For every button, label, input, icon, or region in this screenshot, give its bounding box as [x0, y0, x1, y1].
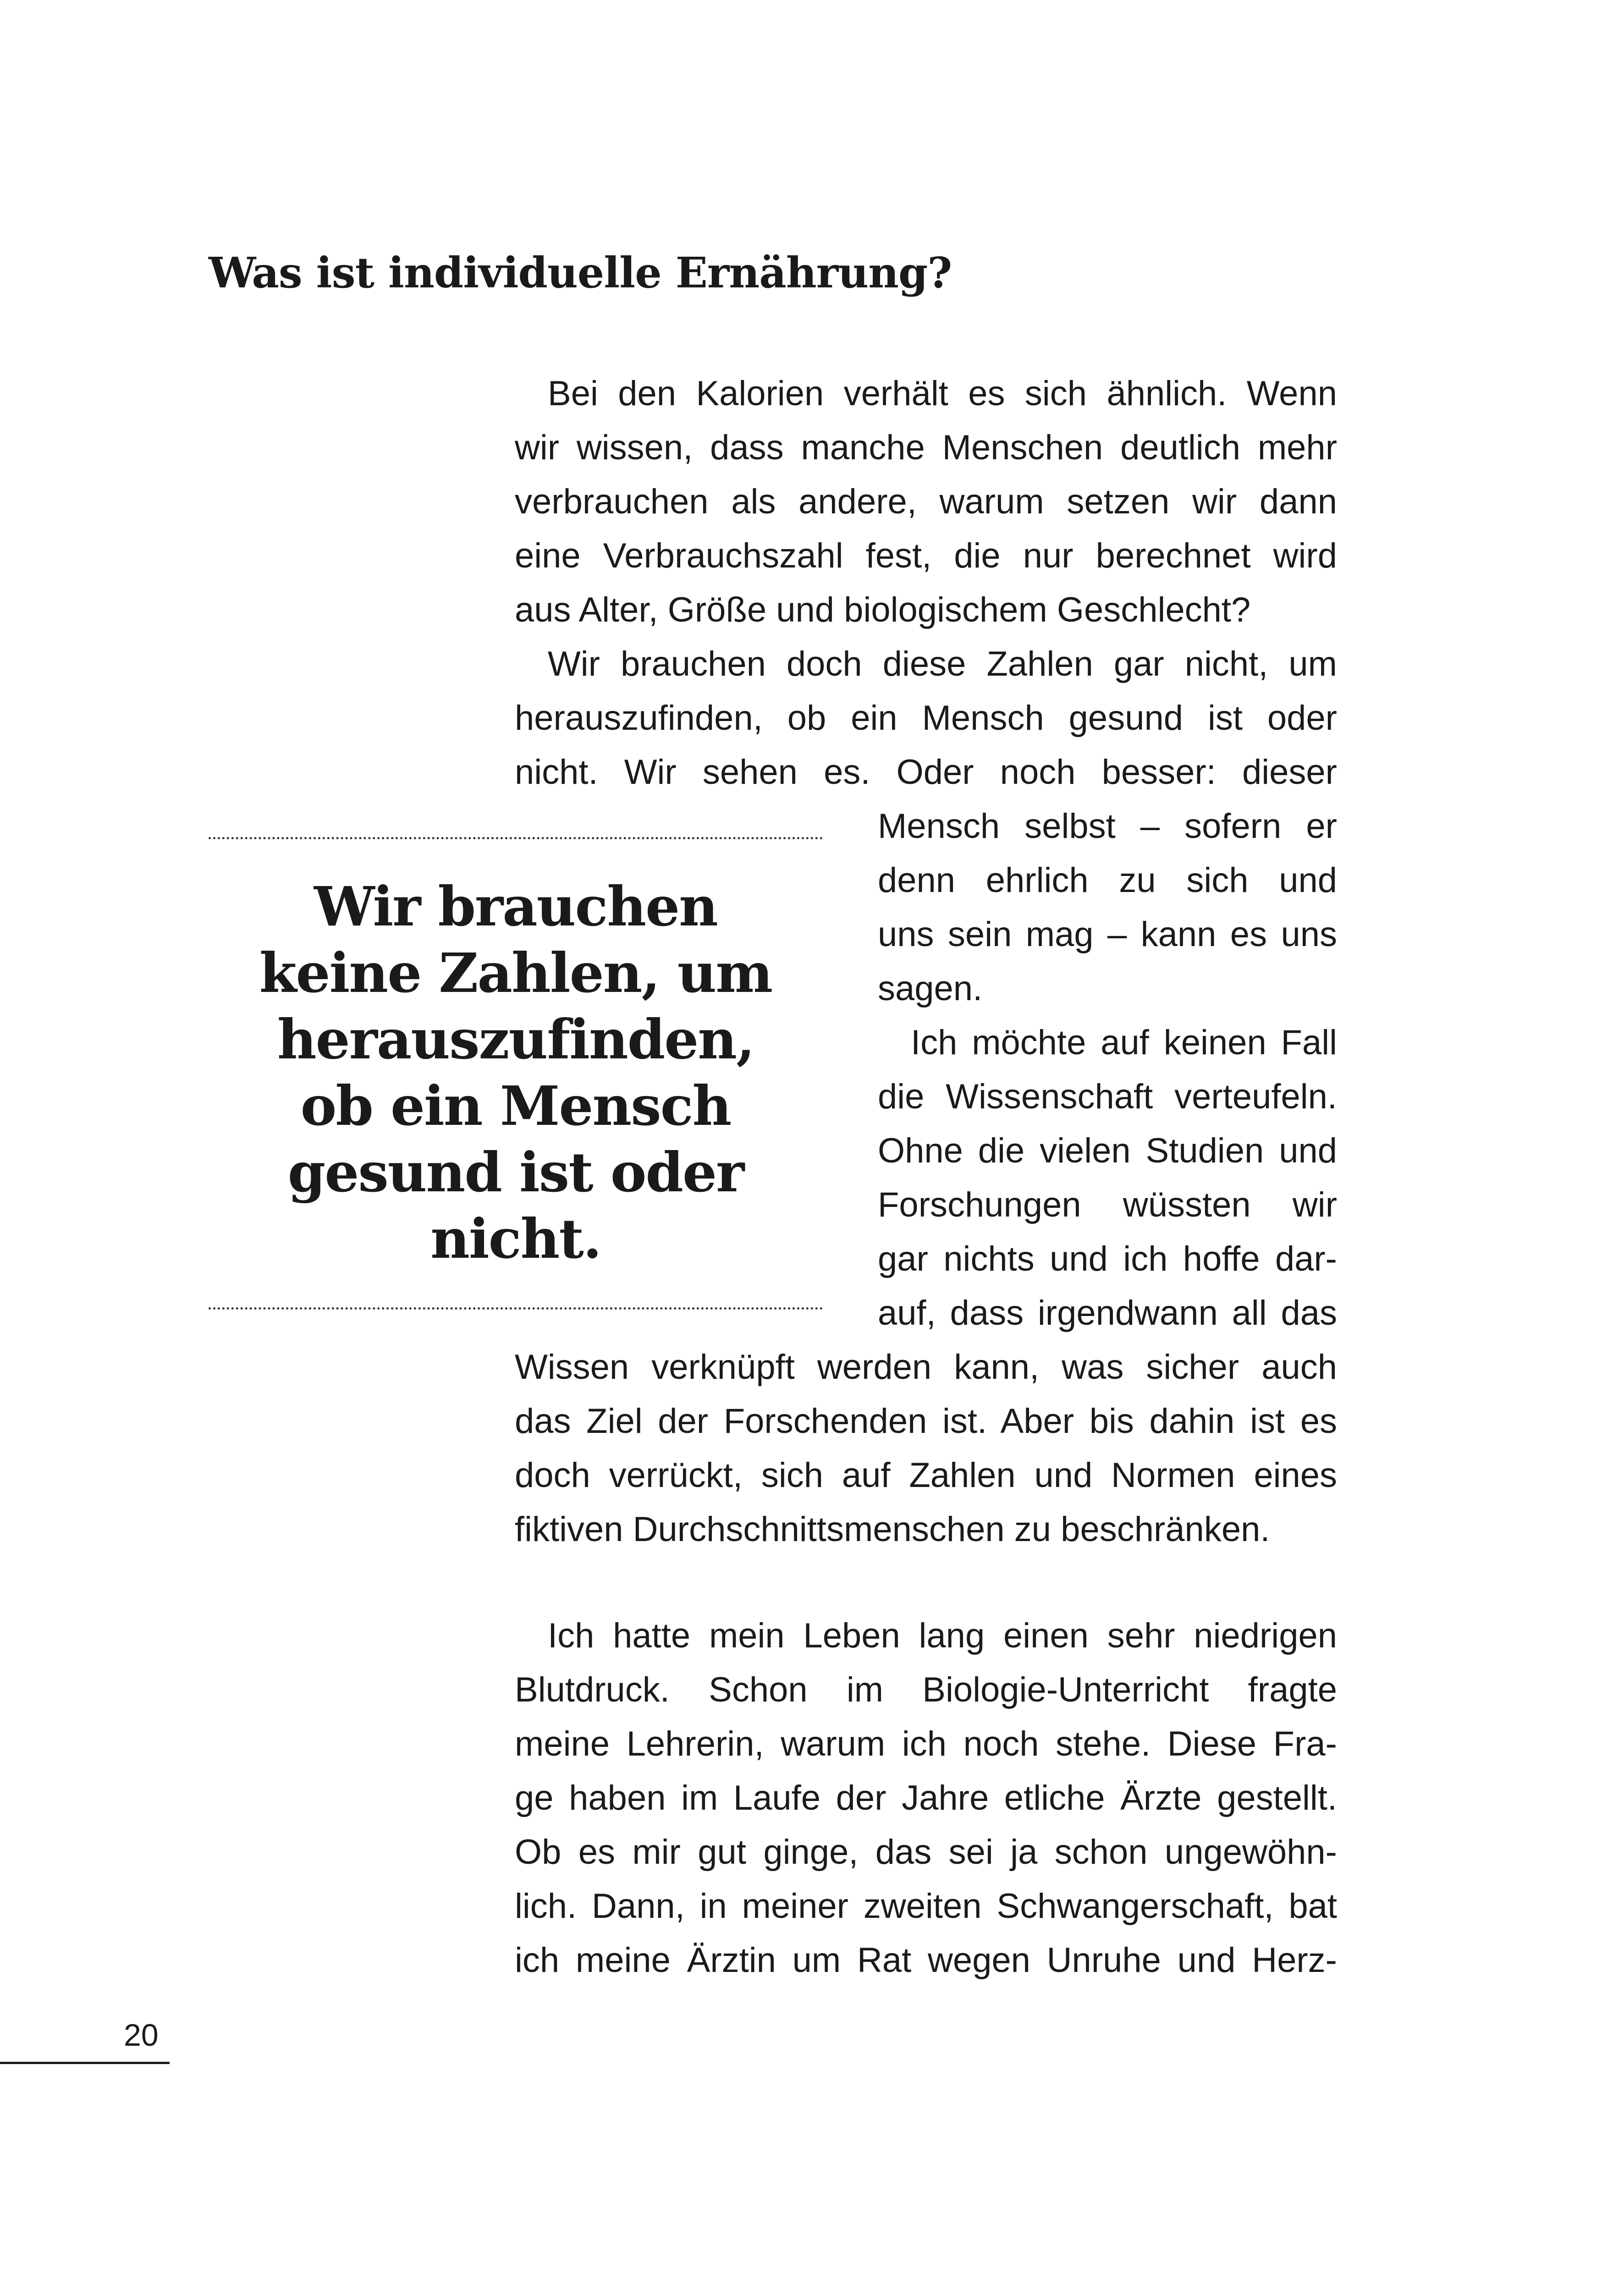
body-text-line: verbrauchen als andere, warum setzen wir dann — [515, 482, 1337, 521]
body-text-line: auf, dass irgendwann all das — [878, 1294, 1337, 1332]
body-text-line: denn ehrlich zu sich und — [878, 861, 1337, 900]
pull-quote-line: Wir brauchen — [314, 875, 717, 938]
body-text-line: gar nichts und ich hoffe dar- — [878, 1239, 1337, 1278]
body-text-line: lich. Dann, in meiner zweiten Schwangerschaft, bat — [515, 1887, 1337, 1926]
body-text-line: Mensch selbst – sofern er — [878, 807, 1337, 846]
body-text-line: nicht. Wir sehen es. Oder noch besser: dieser — [515, 753, 1337, 792]
body-text-line: Wir brauchen doch diese Zahlen gar nicht, um — [548, 644, 1337, 683]
pull-quote — [209, 873, 823, 1272]
body-text-line: Ich hatte mein Leben lang einen sehr niedrigen — [548, 1616, 1337, 1655]
pull-quote-line: ob ein Mensch — [300, 1074, 731, 1138]
body-text-line: doch verrückt, sich auf Zahlen und Normen eines — [515, 1456, 1337, 1495]
pull-quote-line: gesund ist oder — [287, 1140, 744, 1204]
body-text-line: das Ziel der Forschenden ist. Aber bis dahin ist es — [515, 1402, 1337, 1441]
body-text-line: Ich möchte auf keinen Fall — [911, 1023, 1337, 1062]
body-text-line: die Wissenschaft verteufeln. — [878, 1077, 1337, 1116]
page-number: 20 — [124, 2018, 159, 2053]
body-text-line: Bei den Kalorien verhält es sich ähnlich. Wenn — [548, 374, 1337, 413]
body-text-line: sagen. — [878, 969, 983, 1008]
body-text-line: Blutdruck. Schon im Biologie-Unterricht fragte — [515, 1670, 1337, 1709]
pull-quote-line: keine Zahlen, um — [259, 941, 772, 1005]
body-text-line: Ob es mir gut ginge, das sei ja schon ungewöhn- — [515, 1833, 1337, 1872]
pull-quote-line: herauszufinden, — [277, 1008, 754, 1071]
body-text-line: herauszufinden, ob ein Mensch gesund ist oder — [515, 699, 1337, 738]
body-text-line: meine Lehrerin, warum ich noch stehe. Diese Fra- — [515, 1724, 1337, 1763]
pull-quote-bottom-divider — [209, 1307, 823, 1310]
body-text-line: Ohne die vielen Studien und — [878, 1131, 1337, 1170]
body-text-line: uns sein mag – kann es uns — [878, 915, 1337, 954]
body-text-line: Wissen verknüpft werden kann, was sicher auch — [515, 1348, 1337, 1387]
body-text-line: ich meine Ärztin um Rat wegen Unruhe und Herz- — [515, 1941, 1337, 1980]
pull-quote-line: nicht. — [430, 1207, 601, 1271]
body-text-line: eine Verbrauchszahl fest, die nur berechnet wird — [515, 536, 1337, 575]
section-heading: Was ist individuelle Ernährung? — [209, 248, 952, 297]
body-text-line: Forschungen wüssten wir — [878, 1185, 1337, 1224]
page-number-rule — [0, 2062, 170, 2064]
body-text-line: fiktiven Durchschnittsmenschen zu beschränken. — [515, 1510, 1270, 1549]
body-text-line: aus Alter, Größe und biologischem Geschlecht? — [515, 590, 1251, 629]
pull-quote-top-divider — [209, 837, 823, 839]
body-text-line: ge haben im Laufe der Jahre etliche Ärzte gestellt. — [515, 1778, 1337, 1817]
body-text-line: wir wissen, dass manche Menschen deutlich mehr — [515, 428, 1337, 467]
